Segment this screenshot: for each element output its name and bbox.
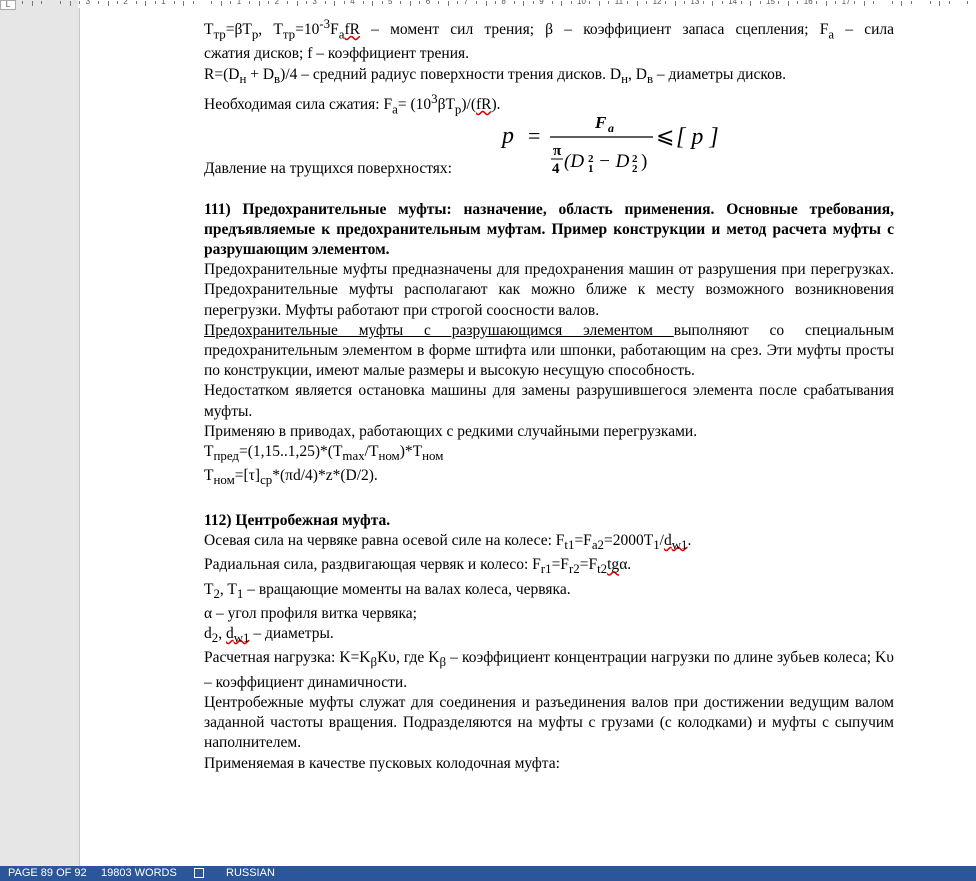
ruler-tick [476, 1, 477, 4]
ruler-number: 2 [123, 0, 128, 6]
ruler-tick [259, 1, 260, 6]
formula-f: F [595, 113, 607, 133]
paragraph: $T_{тр}=\beta T_р$, $T_{тр}=10^{-3}F_аfR$ – момент сил трения; β – коэффициент запаса сцепления; $F_а$ – сила [204, 16, 895, 42]
ruler-tick [41, 1, 42, 4]
spelling-error[interactable]: $d_{w1}$ [225, 625, 250, 646]
ruler-tick [98, 1, 99, 4]
ruler-tick [334, 1, 335, 6]
ruler-number: 11 [614, 0, 624, 6]
formula-line: $T_{ном}=[\tau]_{ср}*(\pi d/4)*z*(D/2)$. [204, 467, 378, 488]
ruler-tick [372, 1, 373, 6]
ruler-number: 2 [274, 0, 280, 6]
ruler-tick [32, 1, 33, 6]
ruler-number: 10 [577, 0, 586, 6]
page-count-status[interactable]: PAGE 89 OF 92 [8, 867, 87, 879]
spelling-error[interactable]: tg [607, 556, 620, 574]
ruler-tick [230, 1, 231, 4]
ruler-tick [117, 1, 118, 4]
ruler-tick [608, 1, 609, 4]
ruler-tick [760, 1, 761, 4]
ruler-number: 3 [85, 0, 91, 6]
formula-pi: π [553, 143, 562, 160]
ruler-tick [495, 1, 496, 4]
paragraph: Необходимая сила сжатия: $F_а= (10^3\beta T_р)/(fR)$. [204, 90, 501, 117]
paragraph: Предохранительные муфты предназначены для предохранения машин от разрушения при перегрузках. Предохранительные муфты располагают как можно ближе к месту возможного возникновения перегрузки. Муфты работают при строгой соосности валов. [204, 261, 894, 319]
formula-minus-d: − D [598, 151, 630, 173]
document-body[interactable] [204, 14, 894, 774]
ruler-number: 5 [388, 0, 393, 6]
ruler-tick [287, 1, 288, 4]
paragraph: Радиальная сила, раздвигающая червяк и колесо: $F_{r1}=F_{r2}=F_{t2}tg\alpha$. [204, 556, 632, 577]
paragraph: Недостатком является остановка машины для замены разрушившегося элемента после срабатывания муфты. [204, 382, 894, 420]
ruler-tick [646, 1, 647, 4]
status-bar [0, 866, 976, 881]
ruler-tick [344, 1, 345, 4]
ruler-tick [703, 1, 704, 4]
ruler-number: 16 [803, 0, 813, 6]
ruler-tick [712, 1, 713, 6]
document-page[interactable] [79, 8, 976, 866]
ruler-tick [79, 1, 80, 4]
ruler-number: 14 [728, 0, 738, 6]
ruler-tick [410, 1, 411, 6]
ruler-tick [873, 1, 874, 4]
paragraph: сжатия дисков; f – коэффициент трения. [204, 45, 469, 63]
ruler-number: 8 [501, 0, 506, 6]
ruler-tick [854, 1, 855, 4]
ruler-number: 13 [690, 0, 700, 6]
ruler-tick [589, 1, 590, 4]
formula-f-sub: a [608, 121, 614, 136]
ruler-tick [325, 1, 326, 4]
formula-close: ) [641, 151, 648, 173]
paragraph: Применяемая в качестве пусковых колодочная муфта: [204, 754, 560, 772]
vertical-ruler[interactable] [0, 10, 8, 866]
ruler-tick [60, 1, 61, 4]
ruler-tick [892, 1, 893, 4]
ruler-tick [684, 1, 685, 4]
ruler-tick [297, 1, 298, 6]
ruler-tick [486, 1, 487, 6]
formula-bracket-p: [ p ] [676, 124, 719, 151]
ruler-tick [561, 1, 562, 6]
spelling-error[interactable]: fR [476, 96, 492, 114]
paragraph: Осевая сила на червяке равна осевой силе на колесе: $F_{t1}=F_{a2}=2000T_1/d_{w1}$. [204, 532, 692, 553]
ruler-tick [306, 1, 307, 4]
paragraph: Расчетная нагрузка: $K=K_\beta K\upsilon$, где $K_\beta$ – коэффициент концентрации нагрузки по длине зубьев колеса; Kυ – коэффициент динамичности. [204, 649, 894, 691]
ruler-tick [438, 1, 439, 4]
ruler-tick [949, 1, 950, 4]
ruler-tick [599, 1, 600, 6]
ruler-tick [108, 1, 109, 6]
ruler-tick [741, 1, 742, 4]
formula-four: 4 [552, 161, 560, 178]
ruler-tick [901, 1, 902, 6]
ruler-tick [400, 1, 401, 4]
formula-leq: ⩽ [656, 123, 675, 149]
ruler-tick [211, 1, 212, 4]
paragraph: α – угол профиля витка червяка; [204, 604, 417, 622]
paragraph: Центробежные муфты служат для соединения и разъединения валов при достижении ведущим валом заданной частоты вращения. Подразделяются на муфты с грузами (с колодками) и муфты с сыпучим наполнителем. [204, 693, 894, 752]
ruler-tick [183, 1, 184, 6]
ruler-tick [136, 1, 137, 4]
ruler-tick [665, 1, 666, 4]
ruler-tick [816, 1, 817, 4]
formula-sq2: 2 [632, 153, 638, 166]
ruler-tick [193, 1, 194, 4]
formula-sub2: 2 [632, 163, 638, 176]
formula-denominator: (D [564, 151, 585, 173]
ruler-number: 3 [312, 0, 317, 6]
ruler-tick [571, 1, 572, 4]
ruler-tick [249, 1, 250, 4]
spelling-error[interactable]: fR [344, 21, 360, 39]
heading-112: 112) Центробежная муфта. [204, 511, 391, 529]
ruler-tick [363, 1, 364, 4]
ruler-tick [864, 1, 865, 6]
ruler-tick [382, 1, 383, 4]
ruler-tick [22, 1, 23, 4]
ruler-number: 9 [539, 0, 544, 6]
ruler-tick [70, 1, 71, 6]
ruler-tick [155, 1, 156, 4]
word-count-status[interactable]: 19803 WORDS [101, 867, 177, 879]
ruler-tick [722, 1, 723, 4]
ruler-tick [627, 1, 628, 4]
ruler-tick [221, 1, 222, 6]
ruler-tick [448, 1, 449, 6]
ruler-tick [750, 1, 751, 6]
ruler-tick [145, 1, 146, 6]
horizontal-ruler[interactable] [0, 0, 976, 8]
ruler-tick [675, 1, 676, 6]
spelling-error[interactable]: $d_{w1}$ [663, 532, 688, 553]
heading-111: 111) Предохранительные муфты: назначение, область применения. Основные требования, предъявляемые к предохранительным муфтам. Пример конструкции и метод расчета муфты с разрушающим элементом. [204, 200, 894, 258]
ruler-tick [533, 1, 534, 4]
ruler-tick [457, 1, 458, 4]
ruler-tick [637, 1, 638, 6]
pressure-formula [498, 113, 738, 183]
ruler-tick [835, 1, 836, 4]
ruler-number: 7 [463, 0, 469, 6]
formula-sq1: 2 [588, 153, 594, 166]
ruler-number: 1 [161, 0, 166, 6]
ruler-tick [268, 1, 269, 4]
ruler-tick [523, 1, 524, 6]
formula-label: Давление на трущихся поверхностях: [204, 160, 452, 178]
ruler-tick [778, 1, 779, 4]
formula-equals: = [528, 123, 541, 149]
ruler-number: 17 [841, 0, 851, 6]
formula-line: $T_{пред}=(1,15..1,25)*(T_{max}/T_{ном})*T_{ном}$ [204, 443, 444, 464]
ruler-tick [930, 1, 931, 4]
ruler-tick [552, 1, 553, 4]
ruler-number: 6 [425, 0, 431, 6]
ruler-tick [174, 1, 175, 4]
language-status[interactable]: RUSSIAN [226, 867, 275, 879]
ruler-tick [939, 1, 940, 6]
paragraph: $T_2$, $T_1$ – вращающие моменты на валах колеса, червяка. [204, 580, 571, 601]
ruler-number: 1 [236, 0, 242, 6]
formula-p: p [502, 123, 514, 150]
ruler-tick [911, 1, 912, 4]
paragraph: Применяю в приводах, работающих с редкими случайными перегрузками. [204, 422, 698, 440]
ruler-number: 15 [766, 0, 775, 6]
ruler-number: 4 [350, 0, 355, 6]
ruler-tick [797, 1, 798, 4]
tab-selector[interactable]: L [0, 0, 16, 10]
ruler-tick [826, 1, 827, 6]
paragraph: Предохранительные муфты с разрушающимся элементом выполняют со специальным предохранительным элементом в форме штифта или шпонки, работающим на срез. Эти муфты просты по конструкции, имеют малые размеры и высокую несущую способность. [204, 321, 894, 380]
paragraph: $d_2$, $d_{w1}$ – диаметры. [204, 625, 334, 646]
formula-sub1: 1 [588, 163, 594, 176]
ruler-tick [967, 1, 968, 4]
pressure-formula-block [204, 113, 894, 179]
ruler-tick [419, 1, 420, 4]
ruler-tick [788, 1, 789, 6]
paragraph: $R=(D_н + D_в)/4$ – средний радиус поверхности трения дисков. $D_н$, $D_в$ – диаметры дисков. [204, 65, 787, 86]
empty-line [204, 491, 894, 511]
ruler-number: 12 [652, 0, 662, 6]
ruler-tick [514, 1, 515, 4]
